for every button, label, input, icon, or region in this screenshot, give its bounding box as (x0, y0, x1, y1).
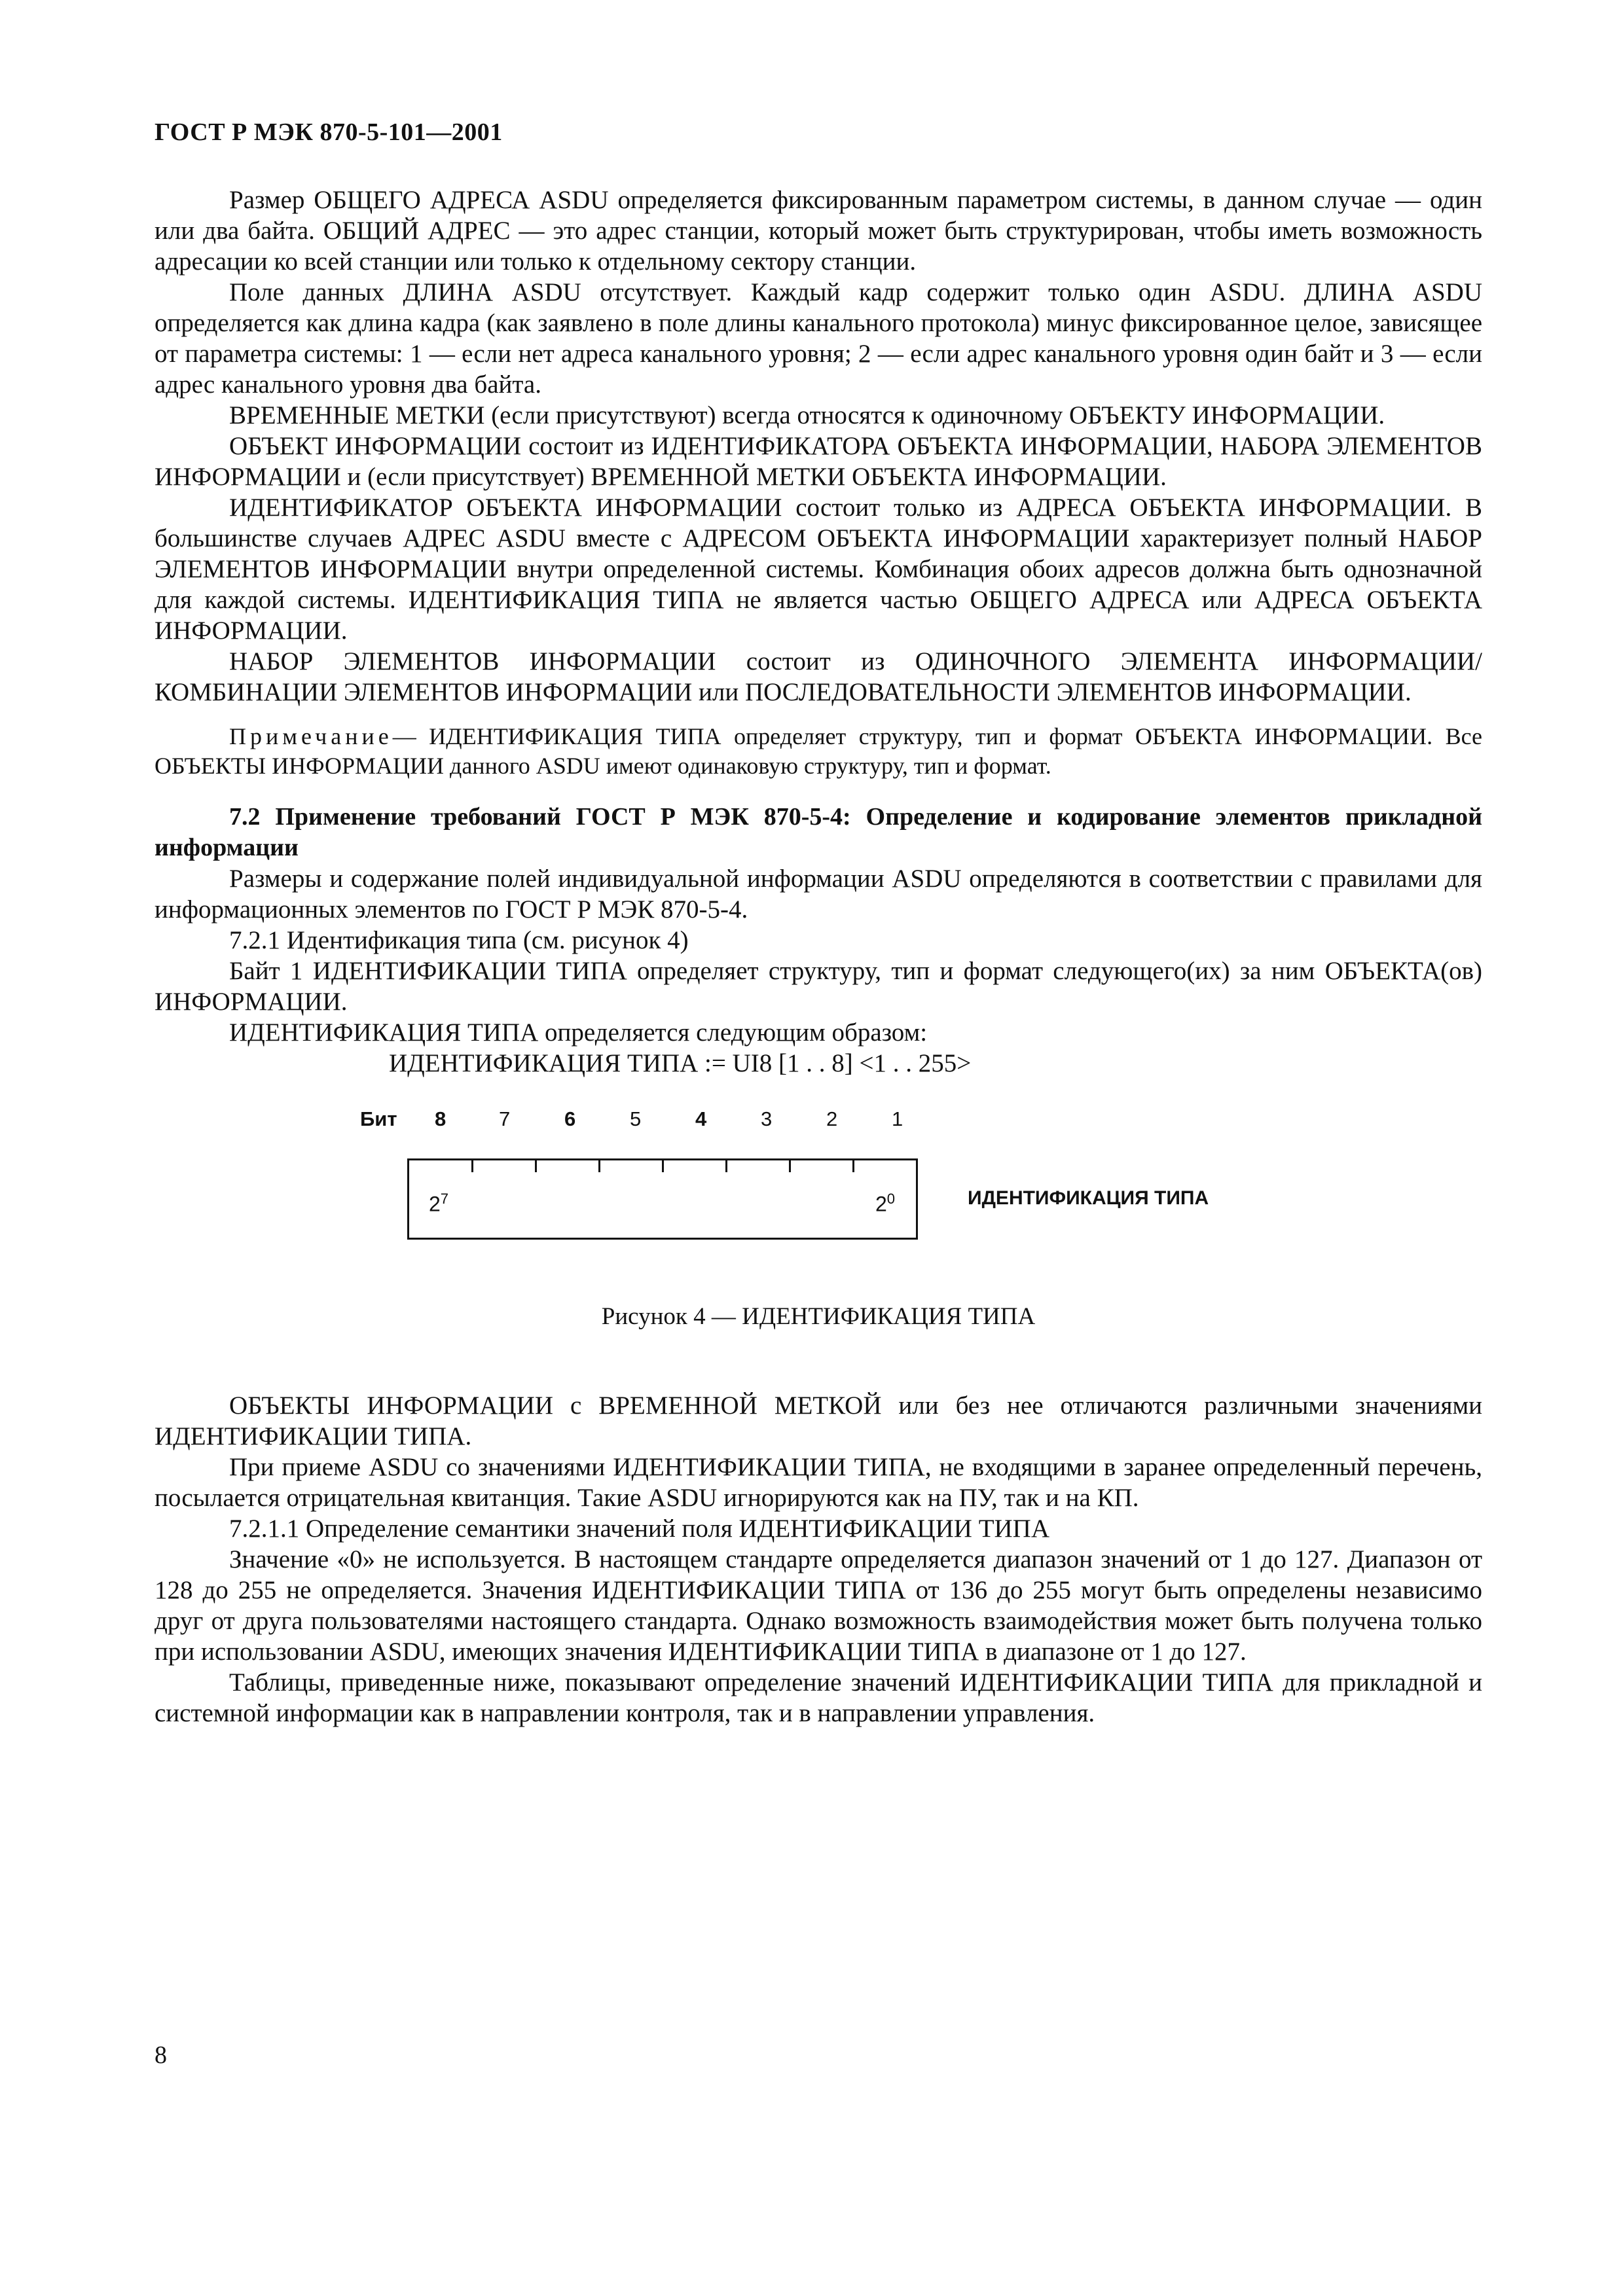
paragraph-common-address: Размер ОБЩЕГО АДРЕСА ASDU определяется фиксированным параметром системы, в данном случае — один или два байта. ОБЩИЙ АДРЕС — это адрес станции, который может быть структурирован, чтобы иметь возможность адресации ко всей станции или только к отдельному сектору станции. (155, 186, 1482, 276)
paragraph-definition-intro: ИДЕНТИФИКАЦИЯ ТИПА определяется следующим образом: (229, 1018, 928, 1047)
bit-divider-tick (852, 1160, 854, 1172)
bit-divider-tick (725, 1160, 727, 1172)
type-id-formula: ИДЕНТИФИКАЦИЯ ТИПА := UI8 [1 . . 8] <1 . . 255> (389, 1049, 972, 1077)
lsb-weight: $2^0$ (875, 1191, 896, 1216)
paragraph-asdu-length: Поле данных ДЛИНА ASDU отсутствует. Каждый кадр содержит только один ASDU. ДЛИНА ASDU определяется как длина кадра (как заявлено в поле длины канального протокола) минус фиксированное целое, зависящее от параметра системы: 1 — если нет адреса канального уровня; 2 — если адрес канального уровня один байт и 3 — если адрес канального уровня два байта. (155, 278, 1482, 399)
paragraph-information-object: ОБЪЕКТ ИНФОРМАЦИИ состоит из ИДЕНТИФИКАТОРА ОБЪЕКТА ИНФОРМАЦИИ, НАБОРА ЭЛЕМЕНТОВ ИНФОРМАЦИИ и (если присутствует) ВРЕМЕННОЙ МЕТКИ ОБЪЕКТА ИНФОРМАЦИИ. (155, 432, 1482, 491)
type-id-field-label: ИДЕНТИФИКАЦИЯ ТИПА (968, 1187, 1209, 1209)
paragraph-element-set: НАБОР ЭЛЕМЕНТОВ ИНФОРМАЦИИ состоит из ОДИНОЧНОГО ЭЛЕМЕНТА ИНФОРМАЦИИ/КОМБИНАЦИИ ЭЛЕМЕНТОВ ИНФОРМАЦИИ или ПОСЛЕДОВАТЕЛЬНОСТИ ЭЛЕМЕНТОВ ИНФОРМАЦИИ. (155, 647, 1482, 706)
page-number: 8 (155, 2041, 167, 2069)
paragraph-object-identifier: ИДЕНТИФИКАТОР ОБЪЕКТА ИНФОРМАЦИИ состоит только из АДРЕСА ОБЪЕКТА ИНФОРМАЦИИ. В большинстве случаев АДРЕС ASDU вместе с АДРЕСОМ ОБЪЕКТА ИНФОРМАЦИИ характеризует полный НАБОР ЭЛЕМЕНТОВ ИНФОРМАЦИИ внутри определенной системы. Комбинация обоих адресов должна быть однозначной для каждой системы. ИДЕНТИФИКАЦИЯ ТИПА не является частью ОБЩЕГО АДРЕСА или АДРЕСА ОБЪЕКТА ИНФОРМАЦИИ. (155, 493, 1482, 645)
subsection-heading-7-2-1-1: 7.2.1.1 Определение семантики значений поля ИДЕНТИФИКАЦИИ ТИПА (229, 1515, 1050, 1543)
paragraph-negative-ack: При приеме ASDU со значениями ИДЕНТИФИКАЦИИ ТИПА, не входящими в заранее определенный перечень, посылается отрицательная квитанция. Такие ASDU игнорируются как на ПУ, так и на КП. (155, 1453, 1482, 1512)
bit-divider-tick (598, 1160, 600, 1172)
bit-row-label: Бит (360, 1107, 397, 1130)
bit-divider-tick (535, 1160, 537, 1172)
bit-number: 7 (499, 1107, 511, 1130)
bit-number: 5 (630, 1107, 642, 1130)
paragraph-tables-intro: Таблицы, приведенные ниже, показывают определение значений ИДЕНТИФИКАЦИИ ТИПА для прикладной и системной информации как в направлении контроля, так и в направлении управления. (155, 1668, 1482, 1727)
note-text: — ИДЕНТИФИКАЦИЯ ТИПА определяет структуру, тип и формат ОБЪЕКТА ИНФОРМАЦИИ. Все ОБЪЕКТЫ ИНФОРМАЦИИ данного ASDU имеют одинаковую структуру, тип и формат. (155, 723, 1482, 779)
document-page (155, 118, 1482, 1729)
paragraph-time-tag-distinction: ОБЪЕКТЫ ИНФОРМАЦИИ с ВРЕМЕННОЙ МЕТКОЙ или без нее отличаются различными значениями ИДЕНТИФИКАЦИИ ТИПА. (155, 1391, 1482, 1450)
note-label: Примечание (229, 723, 393, 749)
bit-number: 1 (892, 1107, 903, 1130)
bit-number: 2 (826, 1107, 838, 1130)
bit-divider-tick (662, 1160, 664, 1172)
subsection-heading-7-2-1: 7.2.1 Идентификация типа (см. рисунок 4) (229, 926, 689, 954)
paragraph-byte-1: Байт 1 ИДЕНТИФИКАЦИИ ТИПА определяет структуру, тип и формат следующего(их) за ним ОБЪЕКТА(ов) ИНФОРМАЦИИ. (155, 957, 1482, 1016)
bit-divider-tick (471, 1160, 473, 1172)
bit-number: 8 (435, 1107, 447, 1130)
bit-number: 4 (695, 1107, 707, 1130)
paragraph-time-tags: ВРЕМЕННЫЕ МЕТКИ (если присутствуют) всегда относятся к одиночному ОБЪЕКТУ ИНФОРМАЦИИ. (229, 401, 1385, 429)
figure-caption: Рисунок 4 — ИДЕНТИФИКАЦИЯ ТИПА (601, 1303, 1036, 1330)
note (155, 722, 1482, 781)
standard-header: ГОСТ Р МЭК 870-5-101—2001 (155, 118, 503, 146)
type-id-byte-box (407, 1158, 918, 1240)
paragraph-sizes: Размеры и содержание полей индивидуальной информации ASDU определяются в соответствии с правилами для информационных элементов по ГОСТ Р МЭК 870-5-4. (155, 865, 1482, 924)
section-heading-7-2: 7.2 Применение требований ГОСТ Р МЭК 870-5-4: Определение и кодирование элементов прикладной информации (155, 803, 1482, 861)
msb-weight: $2^7$ (429, 1191, 449, 1216)
bit-number: 6 (564, 1107, 576, 1130)
paragraph-value-ranges: Значение «0» не используется. В настоящем стандарте определяется диапазон значений от 1 до 127. Диапазон от 128 до 255 не определяется. Значения ИДЕНТИФИКАЦИИ ТИПА от 136 до 255 могут быть определены независимо друг от друга пользователями настоящего стандарта. Однако возможность взаимодействия может быть получена только при использовании ASDU, имеющих значения ИДЕНТИФИКАЦИИ ТИПА в диапазоне от 1 до 127. (155, 1545, 1482, 1666)
bit-number: 3 (761, 1107, 773, 1130)
figure-4 (155, 1101, 1482, 1350)
bit-divider-tick (789, 1160, 791, 1172)
